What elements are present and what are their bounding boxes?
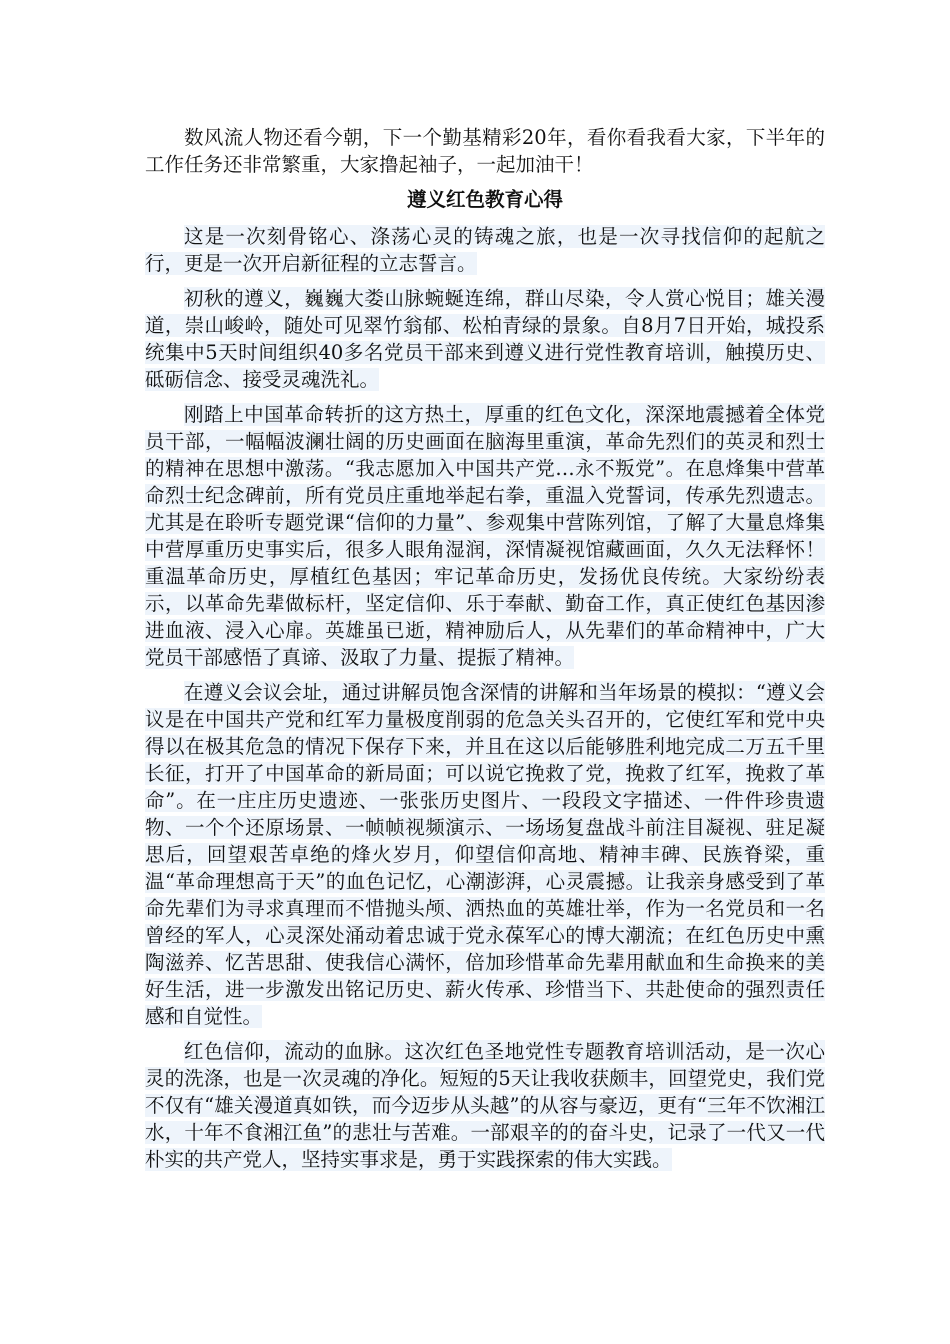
paragraph-5-text: 红色信仰，流动的血脉。这次红色圣地党性专题教育培训活动，是一次心灵的洗涤，也是一次灵魂的净化。短短的5天让我收获颇丰，回望党史，我们党不仅有“雄关漫道真如铁，而今迈步从头越”的从容与豪迈，更有“三年不饮湘江水，十年不食湘江鱼”的悲壮与苦难。一部艰辛的的奋斗史，记录了一代又一代朴实的共产党人，坚持实事求是，勇于实践探索的伟大实践。 (145, 1040, 825, 1171)
intro-paragraph-text: 数风流人物还看今朝，下一个勤基精彩20年，看你看我看大家，下半年的工作任务还非常繁重，大家撸起袖子，一起加油干！ (145, 126, 825, 176)
document-page (145, 124, 825, 1181)
paragraph-4-text: 在遵义会议会址，通过讲解员饱含深情的讲解和当年场景的模拟：“遵义会议是在中国共产党和红军力量极度削弱的危急关头召开的，它使红军和党中央得以在极其危急的情况下保存下来，并且在这以后能够胜利地完成二万五千里长征，打开了中国革命的新局面；可以说它挽救了党，挽救了红军，挽救了革命”。在一庄庄历史遗迹、一张张历史图片、一段段文字描述、一件件珍贵遗物、一个个还原场景、一帧帧视频演示、一场场复盘战斗前注目凝视、驻足凝思后，回望艰苦卓绝的烽火岁月，仰望信仰高地、精神丰碑、民族脊梁，重温“革命理想高于天”的血色记忆，心潮澎湃，心灵震撼。让我亲身感受到了革命先辈们为寻求真理而不惜抛头颅、洒热血的英雄壮举，作为一名党员和一名曾经的军人，心灵深处涌动着忠诚于党永葆军心的博大潮流；在红色历史中熏陶滋养、忆苦思甜、使我信心满怀，倍加珍惜革命先辈用献血和生命换来的美好生活，进一步激发出铭记历史、薪火传承、珍惜当下、共赴使命的强烈责任感和自觉性。 (145, 681, 825, 1028)
paragraph-2-text: 初秋的遵义，巍巍大娄山脉蜿蜒连绵，群山尽染，令人赏心悦目；雄关漫道，崇山峻岭，随处可见翠竹翁郁、松柏青绿的景象。自8月7日开始，城投系统集中5天时间组织40多名党员干部来到遵义进行党性教育培训，触摸历史、砥砺信念、接受灵魂洗礼。 (145, 287, 825, 391)
intro-paragraph (145, 124, 825, 178)
paragraph-2 (145, 285, 825, 393)
paragraph-1-text: 这是一次刻骨铭心、涤荡心灵的铸魂之旅，也是一次寻找信仰的起航之行，更是一次开启新征程的立志誓言。 (145, 225, 825, 275)
paragraph-4 (145, 679, 825, 1030)
paragraph-5 (145, 1038, 825, 1173)
paragraph-1 (145, 223, 825, 277)
paragraph-3-text: 刚踏上中国革命转折的这方热土，厚重的红色文化，深深地震撼着全体党员干部，一幅幅波澜壮阔的历史画面在脑海里重演，革命先烈们的英灵和烈士的精神在思想中激荡。“我志愿加入中国共产党…永不叛党”。在息烽集中营革命烈士纪念碑前，所有党员庄重地举起右拳，重温入党誓词，传承先烈遗志。尤其是在聆听专题党课“信仰的力量”、参观集中营陈列馆，了解了大量息烽集中营厚重历史事实后，很多人眼角湿润，深情凝视馆藏画面，久久无法释怀！重温革命历史，厚植红色基因；牢记革命历史，发扬优良传统。大家纷纷表示，以革命先辈做标杆，坚定信仰、乐于奉献、勤奋工作，真正使红色基因渗进血液、浸入心扉。英雄虽已逝，精神励后人，从先辈们的革命精神中，广大党员干部感悟了真谛、汲取了力量、提振了精神。 (145, 403, 825, 669)
document-title: 遵义红色教育心得 (406, 188, 563, 211)
paragraph-3 (145, 401, 825, 671)
